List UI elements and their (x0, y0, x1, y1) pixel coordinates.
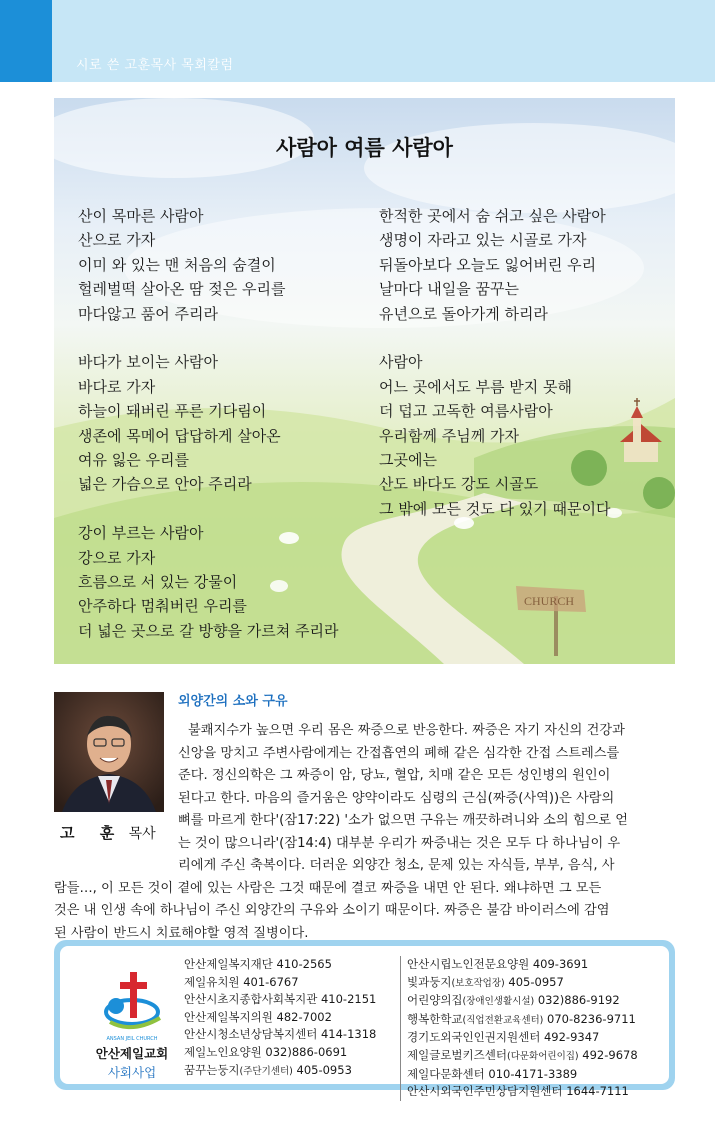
poem-panel (54, 98, 675, 664)
ministry-item (184, 1026, 376, 1044)
ministry-item (184, 1009, 376, 1027)
svg-text:CHURCH: CHURCH (524, 594, 575, 608)
poem-line: 하늘이 돼버린 푸른 기다림이 (78, 402, 267, 421)
column-line: 리에게 주신 축복이다. 더러운 외양간 청소, 문제 있는 자식들, 부부, 음식, 사 (178, 858, 615, 873)
header-label: 시로 쓴 고훈목사 목회칼럼 (76, 58, 234, 73)
ministry-phone: 482-7002 (276, 1009, 332, 1024)
ministry-phone: 414-1318 (320, 1027, 377, 1042)
church-logo-icon (80, 960, 184, 1044)
ministry-box (54, 940, 675, 1099)
poem-line: 산이 목마른 사람아 (78, 207, 204, 225)
ministry-item (407, 1047, 638, 1066)
ministry-name: 안산제일복지의원 (184, 1009, 273, 1024)
ministry-name: 안산시초지종합사회복지관 (184, 992, 318, 1007)
column-line: 뼈를 마르게 한다'(잠17:22) '소가 없으면 구유는 깨끗하려니와 소의 힘으로 얻 (178, 813, 628, 828)
ministry-item (407, 1029, 638, 1047)
poem-line: 우리함께 주님께 가자 (379, 426, 519, 445)
poem-line: 흐름으로 서 있는 강물이 (78, 573, 238, 592)
poem-line: 마다않고 품어 주리라 (78, 304, 218, 323)
ministry-name: 제일글로벌키즈센터 (407, 1047, 507, 1062)
ministry-item (184, 1044, 376, 1062)
poem-line: 강으로 가자 (78, 548, 156, 567)
ministry-item (184, 956, 376, 974)
poem-line: 뒤돌아보다 오늘도 잃어버린 우리 (379, 255, 597, 274)
column-line: 준다. 정신의학은 그 짜증이 암, 당뇨, 혈압, 치매 같은 모든 성인병의 원인이 (178, 768, 611, 783)
poem-line: 안주하다 멈춰버린 우리를 (78, 597, 247, 616)
ministry-item (407, 956, 638, 974)
ministry-box-inner (60, 946, 669, 1099)
ministry-item (184, 991, 376, 1009)
poem-line: 생명이 자라고 있는 시골로 가자 (379, 231, 587, 250)
poem-left-column (78, 204, 338, 664)
column-line: 신앙을 망치고 주변사람에게는 간접흡연의 폐해 같은 심각한 간접 스트레스를 (178, 745, 620, 761)
ministry-name: 경기도외국인인권지원센터 (407, 1030, 541, 1045)
poem-line: 그곳에는 (379, 451, 437, 470)
ministry-name: 빛과둥지 (407, 974, 452, 989)
poem-line: 어느 곳에서도 부름 받지 못해 (379, 377, 572, 396)
column-body (54, 720, 675, 945)
church-name: 안산제일교회 (95, 1046, 169, 1061)
column-line: 람들…, 이 모든 것이 곁에 있는 사람은 그것 때문에 결코 짜증을 내면 안 된다. 왜냐하면 그 모든 (54, 880, 602, 896)
ministry-phone: 401-6767 (243, 974, 299, 989)
poem-line: 생존에 목메어 답답하게 살아온 (78, 426, 281, 445)
poem-line: 바다로 가자 (78, 377, 156, 396)
ministry-name: 안산시외국인주민상담지원센터 (407, 1084, 563, 1099)
church-logo (80, 960, 184, 1080)
column-line: 된다고 한다. 마음의 즐거움은 양약이라도 심령의 근심(짜증(사역))은 사람의 (178, 790, 615, 806)
ministry-name: 제일다문화센터 (407, 1066, 485, 1081)
poem-line: 사람아 (379, 353, 423, 372)
poem-line: 이미 와 있는 맨 처음의 숨결이 (78, 255, 276, 274)
ministry-name: 안산제일복지재단 (184, 957, 273, 971)
ministry-item (407, 1083, 638, 1101)
ministry-phone: 010-4171-3389 (488, 1066, 578, 1081)
ministry-phone: 405-0953 (296, 1062, 352, 1077)
ministry-note: (다문화어린이집) (506, 1050, 579, 1062)
ministry-phone: 070-8236-9711 (547, 1011, 636, 1026)
poem-stanza (78, 521, 338, 643)
ministry-item (407, 1066, 638, 1084)
poem-line: 더 넓은 곳으로 갈 방향을 가르쳐 주리라 (78, 621, 339, 640)
column-line: 것은 내 인생 속에 하나님이 주신 외양간의 구유와 소이기 때문이다. 짜증은 불감 바이러스에 감염 (54, 903, 610, 918)
poem-line: 더 덥고 고독한 여름사람아 (379, 402, 553, 421)
ministry-note: (장애인생활시설) (462, 996, 535, 1008)
column-line: 불쾌지수가 높으면 우리 몸은 짜증으로 반응한다. 짜증은 자기 자신의 건강과 (188, 723, 625, 738)
ministry-name: 제일노인요양원 (184, 1044, 262, 1059)
ministry-name: 안산시립노인전문요양원 (407, 957, 530, 971)
poem-line: 강이 부르는 사람아 (78, 524, 204, 543)
poem-line: 바다가 보이는 사람아 (78, 353, 218, 372)
ministry-name: 안산시청소년상담복지센터 (184, 1027, 318, 1042)
poem-line: 그 밖에 모든 것도 다 있기 때문이다 (379, 499, 611, 518)
ministry-phone: 405-0957 (508, 974, 564, 989)
column-line: 는 것이 많으니라'(잠14:4) 대부분 우리가 짜증내는 것은 모두 다 하나님이 우 (178, 835, 621, 851)
ministry-phone: 032)886-9192 (537, 993, 620, 1008)
poem-line: 여유 잃은 우리를 (78, 451, 189, 470)
ministry-item (184, 974, 376, 992)
poem-line: 날마다 내일을 꿈꾸는 (379, 280, 519, 299)
poem-line: 산도 바다도 강도 시골도 (379, 475, 539, 494)
poem-stanza (78, 350, 338, 496)
ministry-note: (보호작업장) (451, 977, 505, 989)
church-sub: 사회사업 (107, 1065, 157, 1080)
svg-text:ANSAN JEIL CHURCH: ANSAN JEIL CHURCH (106, 1036, 158, 1042)
ministry-item (184, 1062, 376, 1081)
ministry-phone: 492-9678 (582, 1047, 638, 1062)
poem-right-column (379, 204, 610, 546)
ministry-phone: 410-2565 (276, 957, 332, 971)
ministry-name: 행복한학교 (407, 1011, 463, 1026)
ministry-note: (주단기센터) (239, 1065, 293, 1077)
ministry-item (407, 974, 638, 993)
ministry-phone: 409-3691 (532, 957, 589, 971)
poem-stanza (379, 204, 610, 326)
author-name-text: 고 훈 (60, 824, 125, 842)
ministry-phone: 1644-7111 (566, 1084, 629, 1099)
poem-line: 유년으로 돌아가게 하리라 (379, 304, 548, 323)
poem-stanza (78, 204, 338, 326)
poem-line: 산으로 가자 (78, 231, 156, 250)
header-accent-block (0, 0, 52, 82)
poem-stanza (379, 350, 610, 521)
column-title: 외양간의 소와 구유 (178, 694, 288, 709)
ministry-phone: 032)886-0691 (265, 1044, 348, 1059)
ministry-item (407, 992, 638, 1011)
ministry-name: 제일유치원 (184, 974, 240, 989)
author-title: 목사 (128, 826, 156, 842)
header-band (0, 0, 715, 82)
ministry-phone: 410-2151 (320, 992, 377, 1007)
poem-title: 사람아 여름 사람아 (276, 136, 453, 160)
ministry-phone: 492-9347 (543, 1030, 600, 1045)
poem-line: 넓은 가슴으로 안아 주리라 (78, 475, 252, 494)
ministry-name: 꿈꾸는둥지 (184, 1062, 240, 1077)
ministry-note: (직업전환교육센터) (462, 1014, 544, 1026)
column-line: 된 사람이 반드시 치료해야할 영적 질병이다. (54, 925, 309, 941)
poem-line: 한적한 곳에서 숨 쉬고 싶은 사람아 (379, 207, 606, 225)
ministry-list-right (400, 956, 638, 1101)
poem-line: 헐레벌떡 살아온 땀 젖은 우리를 (78, 280, 286, 299)
ministry-name: 어린양의집 (407, 993, 463, 1008)
ministry-list-left (184, 956, 376, 1080)
ministry-item (407, 1011, 638, 1030)
